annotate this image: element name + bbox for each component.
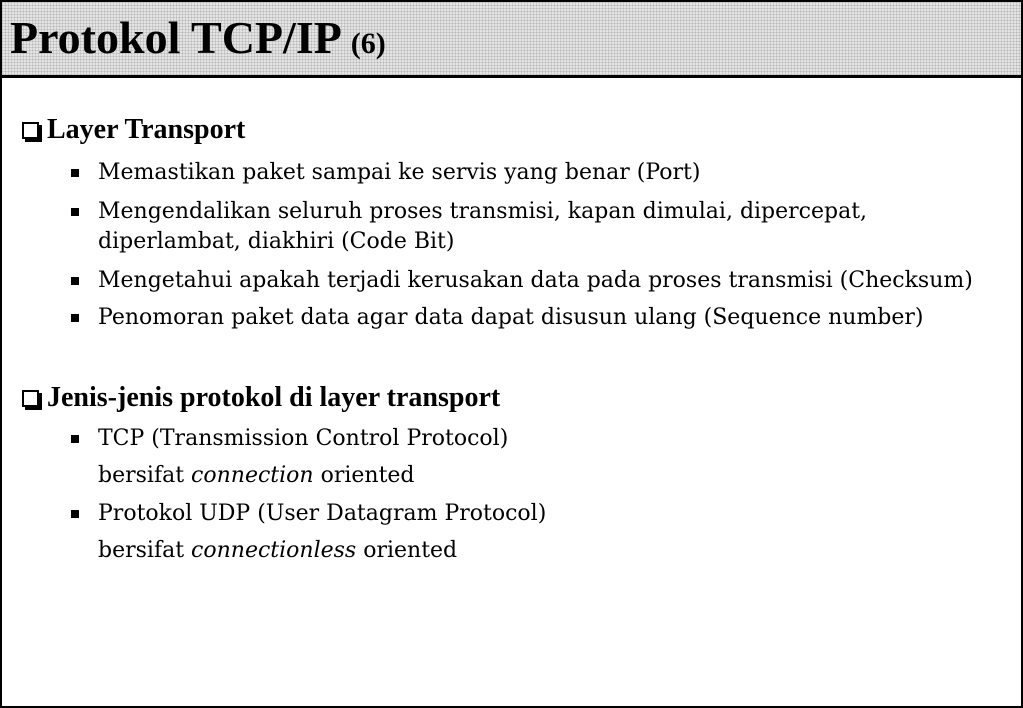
list-item-text: Protokol UDP (User Datagram Protocol) [98, 501, 547, 526]
tcp-description: bersifat connection oriented [98, 463, 415, 488]
udp-description: bersifat connectionless oriented [98, 538, 458, 563]
list-item [98, 197, 1008, 257]
list-item-text: Penomoran paket data agar data dapat disusun ulang (Sequence number) [98, 305, 924, 330]
slide-title [10, 12, 386, 70]
square-bullet-icon [71, 169, 79, 177]
section-heading-text: Layer Transport [47, 114, 246, 145]
list-item-tcp [98, 424, 1008, 454]
list-item-text: TCP (Transmission Control Protocol) [98, 426, 509, 451]
square-bullet-icon [71, 277, 79, 285]
list-item [98, 303, 1008, 333]
square-bullet-icon [71, 208, 79, 216]
checkbox-bullet-icon [22, 390, 39, 407]
checkbox-bullet-icon [22, 122, 39, 139]
section-heading-layer-transport [22, 113, 245, 147]
title-bar [2, 2, 1021, 78]
list-item-text: Mengendalikan seluruh proses transmisi, kapan dimulai, dipercepat, diperlambat, diakhiri (Code Bit) [98, 199, 868, 254]
list-item-text: Mengetahui apakah terjadi kerusakan data pada proses transmisi (Checksum) [98, 268, 973, 293]
list-item-udp [98, 499, 1008, 529]
square-bullet-icon [71, 510, 79, 518]
list-item [98, 266, 1008, 296]
slide-number: (6) [350, 27, 386, 60]
section-heading-protocol-types [22, 381, 500, 415]
slide-title-main: Protokol TCP/IP [10, 12, 340, 63]
list-item [98, 158, 1008, 188]
square-bullet-icon [71, 314, 79, 322]
list-item-text: Memastikan paket sampai ke servis yang benar (Port) [98, 160, 701, 185]
section-heading-text: Jenis-jenis protokol di layer transport [47, 382, 501, 413]
square-bullet-icon [71, 435, 79, 443]
